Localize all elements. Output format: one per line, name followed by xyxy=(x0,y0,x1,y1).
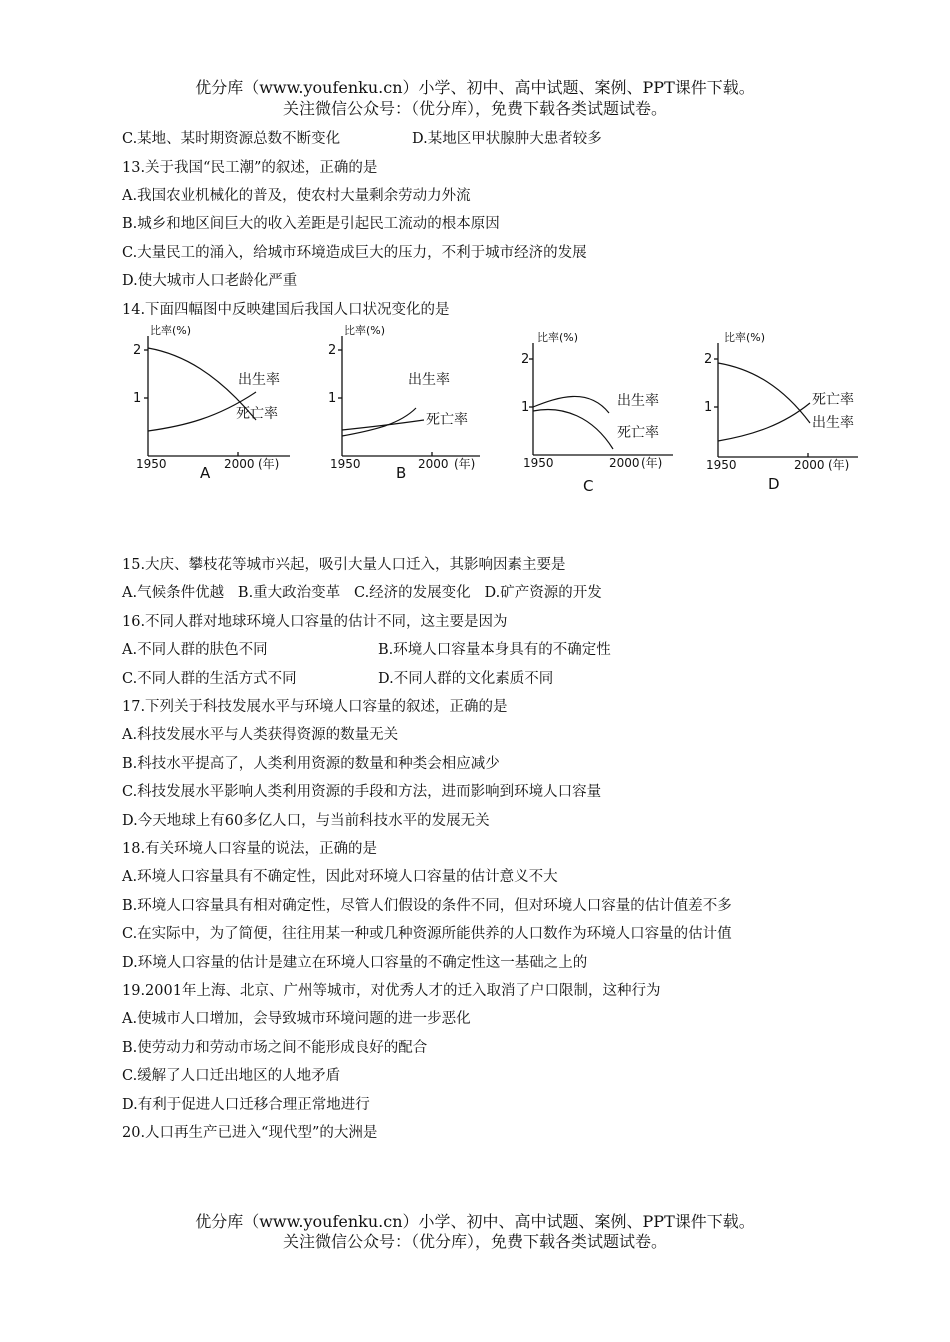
chart-c-tick-2000: 2000 xyxy=(609,456,640,470)
q17-option-d: D.今天地球上有60多亿人口，与当前科技水平的发展无关 xyxy=(122,813,490,829)
chart-b-tick-1: 1 xyxy=(328,391,337,406)
chart-b-curve-birth xyxy=(342,408,416,436)
q16-option-c: C.不同人群的生活方式不同 xyxy=(122,671,297,687)
header-line-2: 关注微信公众号：（优分库），免费下载各类试题试卷。 xyxy=(282,99,667,118)
chart-d xyxy=(698,325,878,497)
q16-option-a: A.不同人群的肤色不同 xyxy=(122,642,268,658)
chart-a-label-birth: 出生率 xyxy=(238,372,280,388)
chart-d-label-death: 死亡率 xyxy=(812,392,854,408)
chart-b-label-death: 死亡率 xyxy=(426,412,468,428)
q13-option-c: C.大量民工的涌入，给城市环境造成巨大的压力，不利于城市经济的发展 xyxy=(122,245,587,261)
chart-d-tick-2: 2 xyxy=(704,352,713,367)
chart-c xyxy=(513,325,693,497)
q13-option-a: A.我国农业机械化的普及，使农村大量剩余劳动力外流 xyxy=(122,188,471,204)
q12-option-c: C.某地、某时期资源总数不断变化 xyxy=(122,131,341,147)
q13-option-b: B.城乡和地区间巨大的收入差距是引起民工流动的根本原因 xyxy=(122,216,500,232)
chart-a-tick-2000: 2000 xyxy=(224,457,255,471)
chart-a-tick-1950: 1950 xyxy=(136,457,167,471)
chart-b-curve-death xyxy=(342,420,424,430)
q19-option-b: B.使劳动力和劳动市场之间不能形成良好的配合 xyxy=(122,1040,428,1056)
chart-d-curve-rise xyxy=(718,403,810,441)
chart-c-curve-death xyxy=(533,410,613,449)
q18-option-d: D.环境人口容量的估计是建立在环境人口容量的不确定性这一基础之上的 xyxy=(122,955,588,971)
chart-d-label-birth: 出生率 xyxy=(812,415,854,431)
q18-option-c: C.在实际中，为了简便，往往用某一种或几种资源所能供养的人口数作为环境人口容量的估计值 xyxy=(122,926,732,942)
chart-a xyxy=(122,318,302,483)
chart-a-tick-2: 2 xyxy=(133,343,142,358)
chart-c-xunit: (年) xyxy=(641,456,663,470)
q16-stem: 16.不同人群对地球环境人口容量的估计不同，这主要是因为 xyxy=(122,614,508,630)
chart-b xyxy=(320,318,500,483)
q15-stem: 15.大庆、攀枝花等城市兴起，吸引大量人口迁入，其影响因素主要是 xyxy=(122,557,566,573)
chart-c-tick-1: 1 xyxy=(521,400,530,415)
chart-a-xunit: (年) xyxy=(258,457,280,471)
chart-d-caption: D xyxy=(768,475,780,493)
footer-line-1: 优分库（www.youfenku.cn）小学、初中、高中试题、案例、PPT课件下载。 xyxy=(195,1212,755,1231)
q13-stem: 13.关于我国“民工潮”的叙述，正确的是 xyxy=(122,160,378,176)
chart-b-ylabel: 比率(%) xyxy=(344,324,386,337)
chart-b-tick-1950: 1950 xyxy=(330,457,361,471)
q18-option-a: A.环境人口容量具有不确定性，因此对环境人口容量的估计意义不大 xyxy=(122,869,558,885)
q18-option-b: B.环境人口容量具有相对确定性，尽管人们假设的条件不同，但对环境人口容量的估计值差不多 xyxy=(122,898,732,914)
chart-c-curve-birth xyxy=(533,396,609,413)
chart-c-label-death: 死亡率 xyxy=(617,425,659,441)
q17-option-a: A.科技发展水平与人类获得资源的数量无关 xyxy=(122,727,399,743)
q20-stem: 20.人口再生产已进入“现代型”的大洲是 xyxy=(122,1125,378,1141)
q19-stem: 19.2001年上海、北京、广州等城市，对优秀人才的迁入取消了户口限制，这种行为 xyxy=(122,983,661,999)
chart-a-caption: A xyxy=(200,464,211,482)
chart-c-label-birth: 出生率 xyxy=(617,393,659,409)
header-line-1: 优分库（www.youfenku.cn）小学、初中、高中试题、案例、PPT课件下载。 xyxy=(195,78,755,97)
q16-option-d: D.不同人群的文化素质不同 xyxy=(378,671,554,687)
q17-option-b: B.科技水平提高了，人类利用资源的数量和种类会相应减少 xyxy=(122,756,500,772)
chart-b-tick-2000: 2000 xyxy=(418,457,449,471)
q17-stem: 17.下列关于科技发展水平与环境人口容量的叙述，正确的是 xyxy=(122,699,508,715)
footer-line-2: 关注微信公众号：（优分库），免费下载各类试题试卷。 xyxy=(282,1232,667,1251)
q19-option-d: D.有利于促进人口迁移合理正常地进行 xyxy=(122,1097,370,1113)
chart-c-tick-1950: 1950 xyxy=(523,456,554,470)
chart-b-xunit: (年) xyxy=(454,457,476,471)
chart-c-caption: C xyxy=(583,477,594,495)
q19-option-c: C.缓解了人口迁出地区的人地矛盾 xyxy=(122,1068,341,1084)
q12-option-d: D.某地区甲状腺肿大患者较多 xyxy=(412,131,602,147)
chart-a-ylabel: 比率(%) xyxy=(150,324,192,337)
q15-options: A.气候条件优越 B.重大政治变革 C.经济的发展变化 D.矿产资源的开发 xyxy=(122,585,602,601)
chart-b-tick-2: 2 xyxy=(328,343,337,358)
q16-option-b: B.环境人口容量本身具有的不确定性 xyxy=(378,642,611,658)
chart-d-curve-decline xyxy=(718,363,810,423)
chart-d-xunit: (年) xyxy=(828,458,850,472)
chart-c-tick-2: 2 xyxy=(521,352,530,367)
chart-d-tick-2000: 2000 xyxy=(794,458,825,472)
chart-d-tick-1: 1 xyxy=(704,400,713,415)
q13-option-d: D.使大城市人口老龄化严重 xyxy=(122,273,298,289)
chart-c-ylabel: 比率(%) xyxy=(537,331,579,344)
q17-option-c: C.科技发展水平影响人类利用资源的手段和方法，进而影响到环境人口容量 xyxy=(122,784,602,800)
chart-d-ylabel: 比率(%) xyxy=(724,331,766,344)
chart-b-label-birth: 出生率 xyxy=(408,372,450,388)
q19-option-a: A.使城市人口增加，会导致城市环境问题的进一步恶化 xyxy=(122,1011,471,1027)
chart-d-tick-1950: 1950 xyxy=(706,458,737,472)
q18-stem: 18.有关环境人口容量的说法，正确的是 xyxy=(122,841,378,857)
chart-a-label-death: 死亡率 xyxy=(236,406,278,422)
q14-stem: 14.下面四幅图中反映建国后我国人口状况变化的是 xyxy=(122,302,450,318)
chart-a-tick-1: 1 xyxy=(133,391,142,406)
chart-b-caption: B xyxy=(396,464,407,482)
